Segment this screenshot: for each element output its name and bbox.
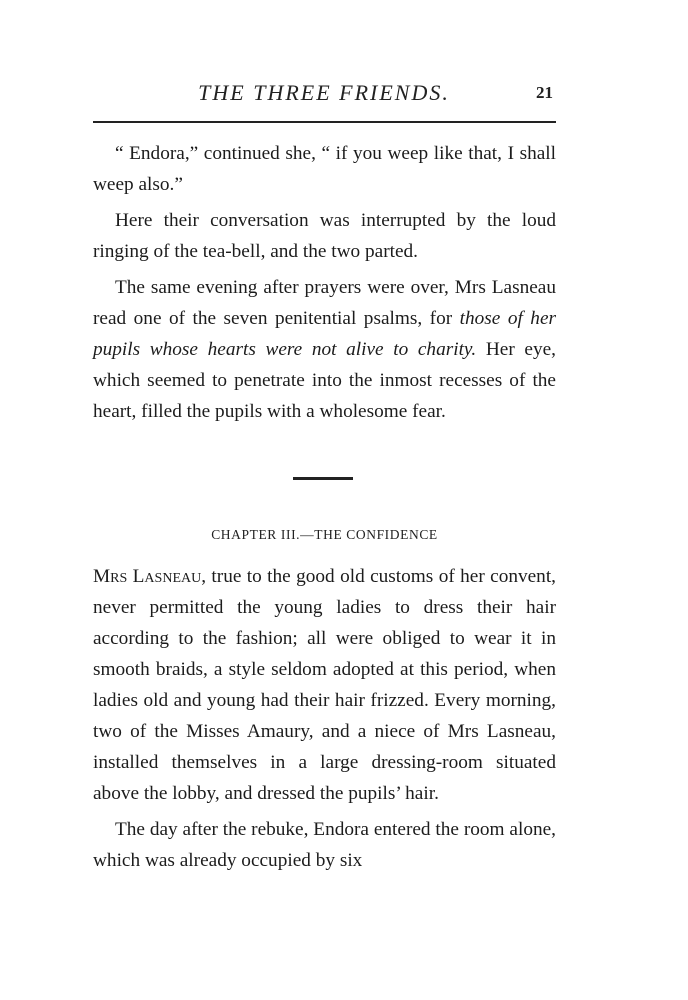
- paragraph-text: Her eye, which seemed to penetrate into the inmost recesses of the heart, filled the pupils with a wholesome fear.: [93, 339, 557, 422]
- paragraph-evening-prayers: [93, 272, 556, 427]
- paragraph-text: The same evening after prayers were over, Mrs Lasneau read one of the seven penitential psalms, for: [93, 277, 556, 329]
- paragraph-day-after: The day after the rebuke, Endora entered the room alone, which was already occupied by six: [93, 819, 556, 871]
- text-block-continuation: [93, 138, 556, 432]
- paragraph-text: true to the good old customs of her convent, never permitted the young ladies to dress their hair according to the fashion; all were obliged to wear it in smooth braids, a style seldom adopted at this period, when ladies old and young had their hair frizzed. Every morning, two of the Misses Amaury, and a niece of Mrs Lasneau, installed themselves in a large dressing-room situated above the lobby, and dressed the pupils’ hair.: [93, 566, 557, 804]
- text-block-chapter-three: [93, 561, 556, 881]
- paragraph-opening: [93, 561, 556, 809]
- smallcaps-name: Mrs Lasneau,: [93, 566, 207, 587]
- page-number: 21: [536, 83, 553, 102]
- header-rule: [93, 121, 556, 123]
- paragraph-tea-bell: Here their conversation was interrupted by the loud ringing of the tea-bell, and the two parted.: [93, 210, 556, 262]
- paragraph-dialogue: “ Endora,” continued she, “ if you weep like that, I shall weep also.”: [93, 143, 556, 195]
- section-divider: [293, 477, 353, 480]
- page-header: [93, 80, 555, 110]
- running-title: THE THREE FRIENDS.: [198, 80, 450, 105]
- italic-quote: those of her pupils whose hearts were not alive to charity.: [93, 308, 557, 360]
- chapter-heading: CHAPTER III.—THE CONFIDENCE: [211, 527, 438, 542]
